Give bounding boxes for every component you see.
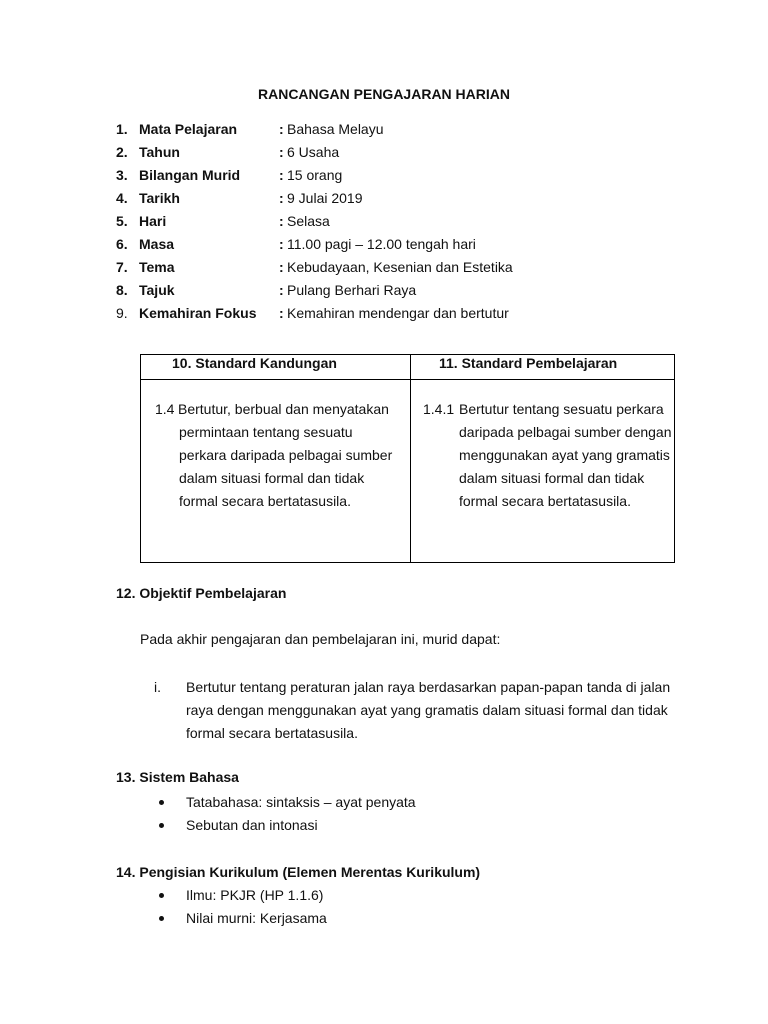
info-number: 3. — [116, 167, 128, 183]
bullet-icon — [159, 823, 164, 828]
pengisian-heading: 14. Pengisian Kurikulum (Elemen Merentas Kurikulum) — [116, 864, 481, 880]
info-colon: : — [279, 282, 284, 298]
standard-pembelajaran-item — [411, 398, 674, 513]
bullet-icon — [159, 916, 164, 921]
list-item-text: Tatabahasa: sintaksis – ayat penyata — [186, 794, 416, 810]
list-item-text: Ilmu: PKJR (HP 1.1.6) — [186, 887, 324, 903]
objektif-heading: 12. Objektif Pembelajaran — [116, 585, 287, 601]
info-value: 9 Julai 2019 — [287, 190, 363, 206]
standard-kandungan-header — [141, 355, 411, 380]
standard-pembelajaran-cell — [411, 380, 675, 563]
info-number: 5. — [116, 213, 128, 229]
bullet-icon — [159, 800, 164, 805]
info-colon: : — [279, 190, 284, 206]
info-colon: : — [279, 213, 284, 229]
list-item-text: Sebutan dan intonasi — [186, 817, 318, 833]
sistem-bahasa-list — [156, 791, 416, 837]
info-value: 11.00 pagi – 12.00 tengah hari — [287, 236, 476, 252]
info-value: Selasa — [287, 213, 330, 229]
info-label: Tajuk — [139, 282, 175, 298]
info-value: Kebudayaan, Kesenian dan Estetika — [287, 259, 513, 275]
standards-table — [140, 354, 675, 563]
info-value: 15 orang — [287, 167, 343, 183]
list-item — [156, 814, 416, 837]
standard-pembelajaran-header — [411, 355, 675, 380]
standard-kandungan-cell — [141, 380, 411, 563]
info-label: Tahun — [139, 144, 180, 160]
info-number: 8. — [116, 282, 128, 298]
info-label: Mata Pelajaran — [139, 121, 238, 137]
sistem-bahasa-heading: 13. Sistem Bahasa — [116, 769, 239, 785]
standard-pembelajaran-header-text: 11. Standard Pembelajaran — [439, 355, 618, 371]
pengisian-list — [156, 884, 327, 930]
list-item — [156, 791, 416, 814]
info-colon: : — [279, 305, 284, 321]
standard-kandungan-code: 1.4 — [155, 401, 175, 417]
info-value: 6 Usaha — [287, 144, 340, 160]
document-title: RANCANGAN PENGAJARAN HARIAN — [257, 86, 510, 102]
objektif-intro: Pada akhir pengajaran dan pembelajaran ini, murid dapat: — [140, 631, 501, 647]
info-label: Hari — [139, 213, 167, 229]
list-item — [156, 907, 327, 930]
info-colon: : — [279, 236, 284, 252]
standards-header-row — [141, 355, 675, 380]
list-item — [156, 884, 327, 907]
info-colon: : — [279, 167, 284, 183]
standard-kandungan-item — [141, 398, 410, 513]
standard-pembelajaran-text: Bertutur tentang sesuatu perkara daripada pelbagai sumber dengan menggunakan ayat yang gramatis dalam situasi formal dan tidak formal secara bertatasusila. — [459, 401, 672, 509]
info-number: 7. — [116, 259, 128, 275]
info-label: Bilangan Murid — [139, 167, 241, 183]
standard-kandungan-header-text: 10. Standard Kandungan — [172, 355, 337, 371]
bullet-icon — [159, 893, 164, 898]
info-colon: : — [279, 144, 284, 160]
info-number: 4. — [116, 190, 128, 206]
info-colon: : — [279, 121, 284, 137]
info-number: 1. — [116, 121, 128, 137]
objektif-item — [154, 676, 694, 745]
objektif-marker: i. — [154, 679, 161, 695]
standard-pembelajaran-code: 1.4.1 — [423, 401, 455, 417]
info-number: 2. — [116, 144, 128, 160]
info-label: Tema — [139, 259, 175, 275]
standard-kandungan-text: Bertutur, berbual dan menyatakan permintaan tentang sesuatu perkara daripada pelbagai sumber dalam situasi formal dan tidak formal secara bertatasusila. — [178, 401, 393, 509]
info-number: 9. — [116, 305, 128, 321]
info-colon: : — [279, 259, 284, 275]
list-item-text: Nilai murni: Kerjasama — [186, 910, 327, 926]
info-value: Bahasa Melayu — [287, 121, 384, 137]
objektif-text: Bertutur tentang peraturan jalan raya berdasarkan papan-papan tanda di jalan raya dengan menggunakan ayat yang gramatis dalam situasi formal dan tidak formal secara bertatasusila. — [186, 679, 671, 741]
standards-content-row — [141, 380, 675, 563]
info-value: Kemahiran mendengar dan bertutur — [287, 305, 509, 321]
info-label: Masa — [139, 236, 175, 252]
info-label: Kemahiran Fokus — [139, 305, 257, 321]
info-value: Pulang Berhari Raya — [287, 282, 417, 298]
info-number: 6. — [116, 236, 128, 252]
info-label: Tarikh — [139, 190, 180, 206]
